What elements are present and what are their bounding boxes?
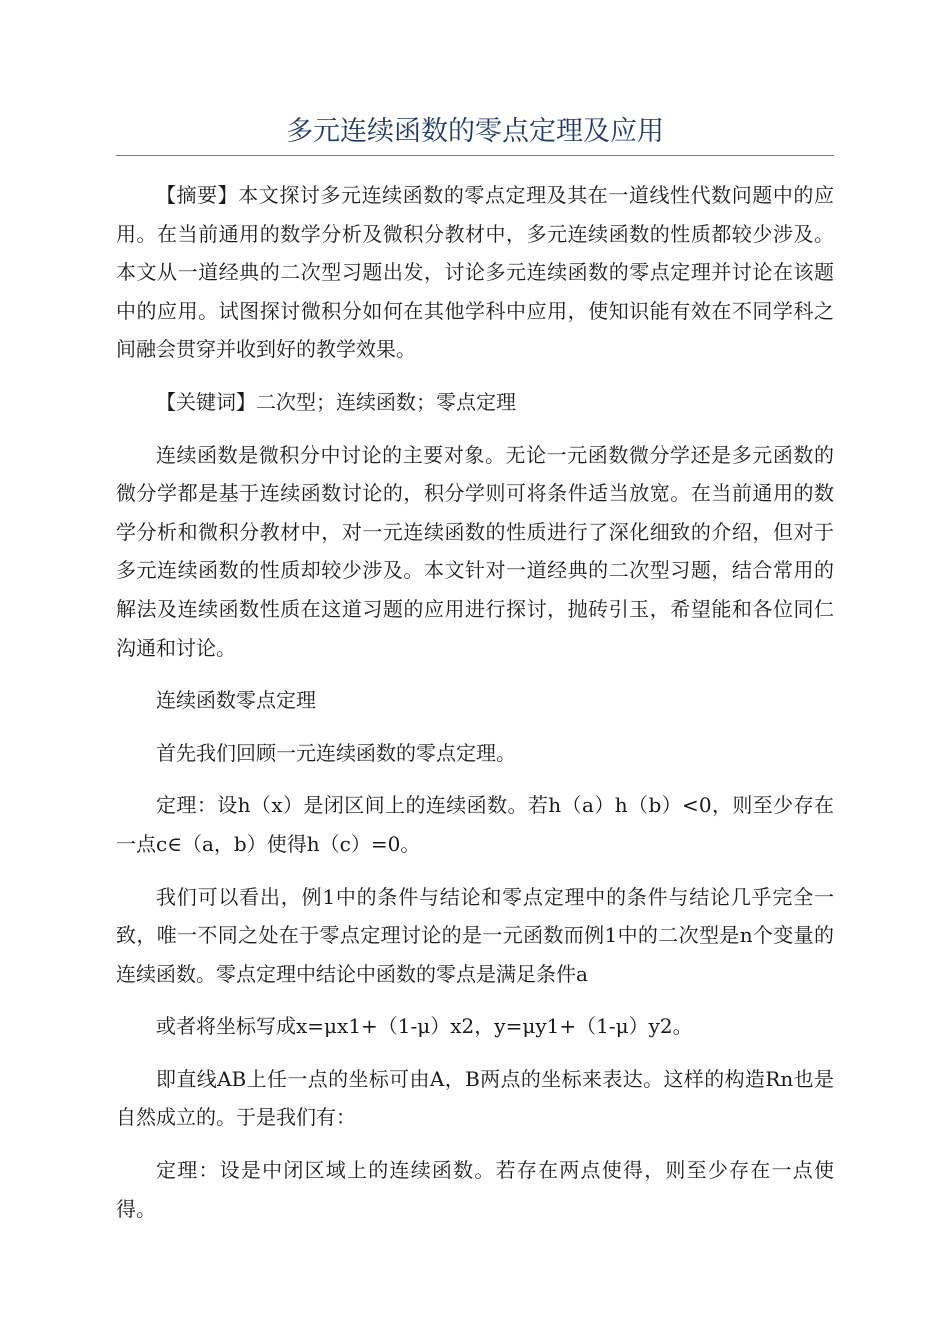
section-heading: 连续函数零点定理 bbox=[156, 688, 316, 713]
title-underline bbox=[116, 155, 834, 156]
abstract-paragraph: 【摘要】本文探讨多元连续函数的零点定理及其在一道线性代数问题中的应用。在当前通用的数学分析及微积分教材中，多元连续函数的性质都较少涉及。本文从一道经典的二次型习题出发，讨论多元连续函数的零点定理并讨论在该题中的应用。试图探讨微积分如何在其他学科中应用，使知识能有效在不同学科之间融会贯穿并收到好的教学效果。 bbox=[116, 183, 834, 362]
formula-paragraph: 或者将坐标写成x=μx1+（1-μ）x2，y=μy1+（1-μ）y2。 bbox=[156, 1014, 693, 1039]
body-paragraph: 即直线AB上任一点的坐标可由A，B两点的坐标来表达。这样的构造Rn也是自然成立的。于是我们有： bbox=[116, 1066, 834, 1130]
theorem-paragraph: 定理：设是中闭区域上的连续函数。若存在两点使得，则至少存在一点使得。 bbox=[116, 1158, 834, 1221]
body-paragraph: 首先我们回顾一元连续函数的零点定理。 bbox=[156, 740, 516, 765]
document-title: 多元连续函数的零点定理及应用 bbox=[286, 116, 664, 147]
body-paragraph: 连续函数是微积分中讨论的主要对象。无论一元函数微分学还是多元函数的微分学都是基于连续函数讨论的，积分学则可将条件适当放宽。在当前通用的数学分析和微积分教材中，对一元连续函数的性质进行了深化细致的介绍，但对于多元连续函数的性质却较少涉及。本文针对一道经典的二次型习题，结合常用的解法及连续函数性质在这道习题的应用进行探讨，抛砖引玉，希望能和各位同仁沟通和讨论。 bbox=[116, 442, 834, 660]
body-paragraph: 我们可以看出，例1中的条件与结论和零点定理中的条件与结论几乎完全一致，唯一不同之处在于零点定理讨论的是一元函数而例1中的二次型是n个变量的连续函数。零点定理中结论中函数的零点是满足条件a bbox=[116, 884, 834, 986]
theorem-paragraph: 定理：设h（x）是闭区间上的连续函数。若h（a）h（b）<0，则至少存在一点c∈（a，b）使得h（c）=0。 bbox=[116, 793, 834, 856]
keywords-paragraph: 【关键词】二次型；连续函数；零点定理 bbox=[156, 389, 516, 414]
document-body bbox=[116, 176, 834, 1242]
